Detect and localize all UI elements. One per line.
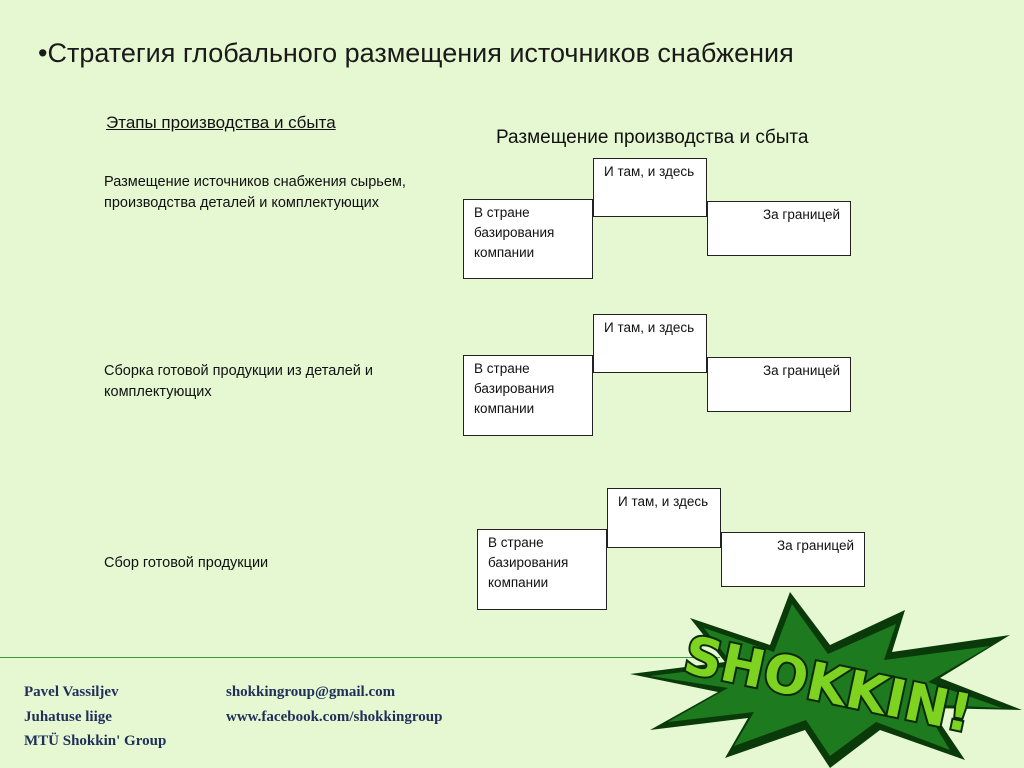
stage-1-both-box: И там, и здесь (593, 158, 707, 217)
stage-3-label: Сбор готовой продукции (104, 555, 269, 571)
logo-text: SHOKKIN! (678, 625, 978, 745)
placement-heading: Размещение производства и сбыта (496, 127, 809, 148)
stage-3-both-box: И там, и здесь (607, 488, 721, 548)
footer-company: MTÜ Shokkin' Group (24, 733, 167, 749)
footer-name: Pavel Vassiljev (24, 684, 119, 700)
footer-facebook: www.facebook.com/shokkingroup (226, 709, 443, 725)
footer-divider (0, 657, 720, 658)
stages-heading: Этапы производства и сбыта (106, 113, 336, 132)
footer-email: shokkingroup@gmail.com (226, 684, 396, 700)
stage-2-abroad-box: За границей (707, 357, 851, 412)
stage-1-label: Размещение источников снабжения сырьем, производства деталей и комплектующих (104, 174, 406, 211)
footer-role: Juhatuse liige (24, 709, 112, 725)
shokkin-logo (630, 590, 1024, 768)
stage-2-label: Сборка готовой продукции из деталей и комплектующих (104, 363, 374, 400)
stage-1-home-box: В стране базирования компании (463, 199, 593, 279)
slide-title: •Стратегия глобального размещения источников снабжения (38, 38, 794, 68)
stage-3-abroad-box: За границей (721, 532, 865, 587)
stage-2-both-box: И там, и здесь (593, 314, 707, 373)
stage-1-abroad-box: За границей (707, 201, 851, 256)
stage-3-home-box: В стране базирования компании (477, 529, 607, 610)
stage-2-home-box: В стране базирования компании (463, 355, 593, 436)
